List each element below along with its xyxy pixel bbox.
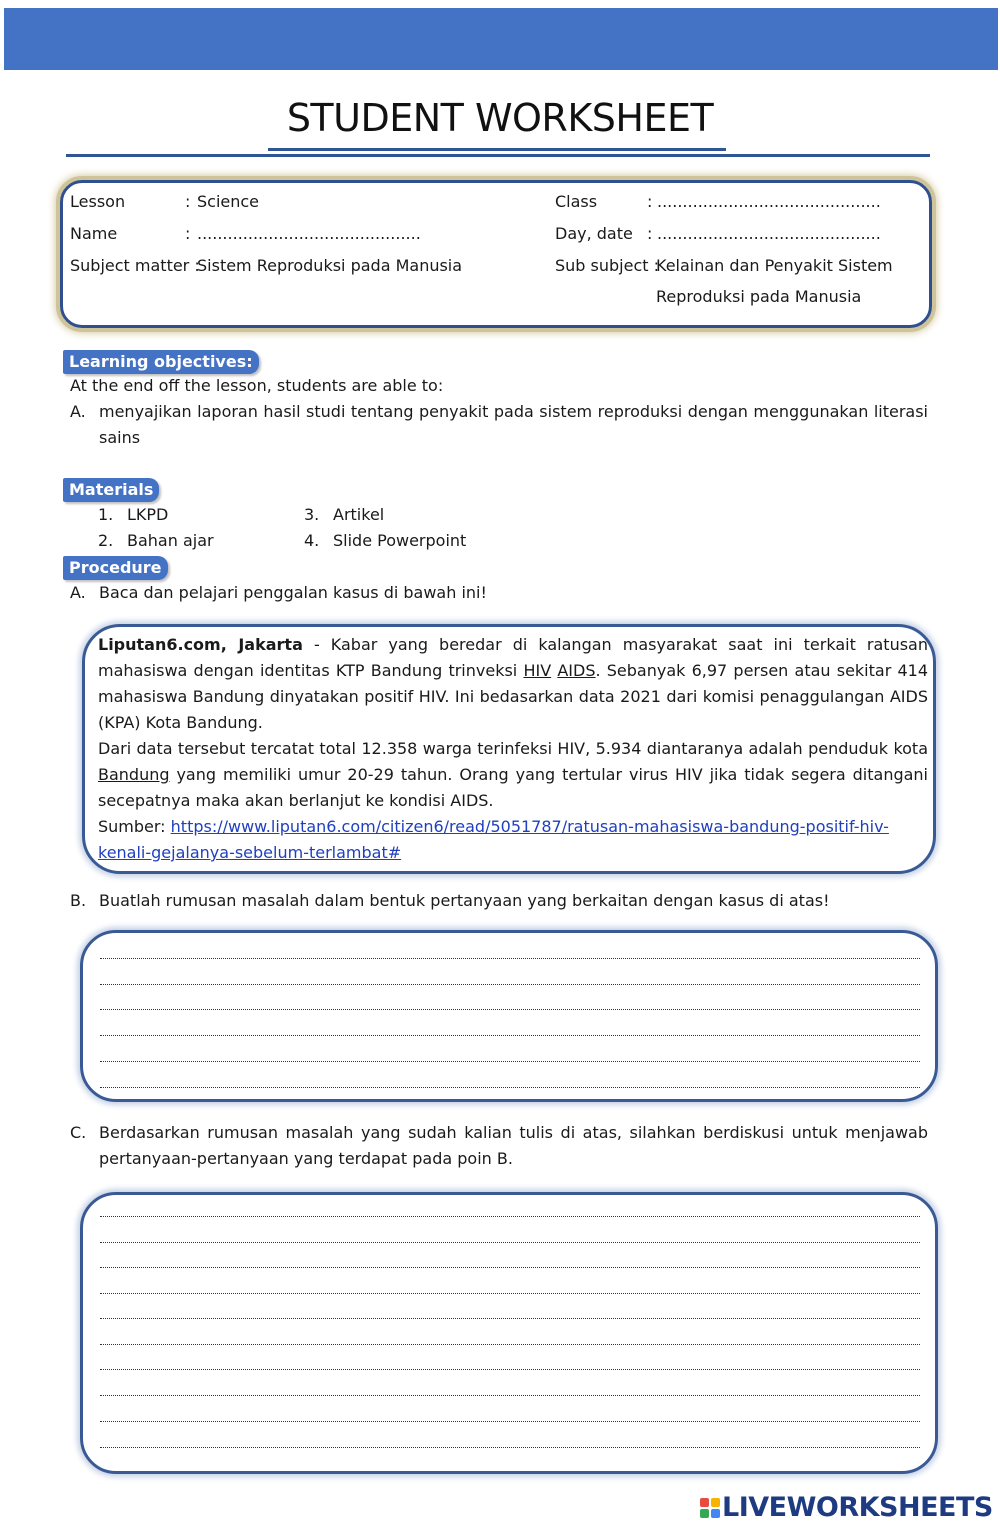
liveworksheets-logo <box>700 1492 993 1523</box>
material-num-2: 2. <box>98 531 114 550</box>
answer-line[interactable] <box>100 1447 920 1448</box>
case-text-2b: yang memiliki umur 20-29 tahun. Orang yang tertular virus HIV jika tidak segera ditangani secepatnya maka akan berlanjut ke kondisi AIDS. <box>98 765 928 810</box>
objectives-intro: At the end off the lesson, students are able to: <box>70 376 444 395</box>
case-source: Liputan6.com, Jakarta <box>98 635 303 654</box>
top-banner <box>4 8 998 70</box>
material-num-4: 4. <box>304 531 320 550</box>
answer-line[interactable] <box>100 984 920 985</box>
objective-text: menyajikan laporan hasil studi tentang penyakit pada sistem reproduksi dengan menggunakan literasi <box>99 402 928 421</box>
answer-line[interactable] <box>100 1216 920 1217</box>
answer-line[interactable] <box>100 1344 920 1345</box>
material-item-2: Bahan ajar <box>127 531 214 550</box>
brand-text: LIVEWORKSHEETS <box>722 1492 993 1523</box>
sub-subject-value-cont: Reproduksi pada Manusia <box>656 287 862 306</box>
objective-marker: A. <box>70 402 86 421</box>
answer-line[interactable] <box>100 1318 920 1319</box>
name-separator: : <box>185 224 191 243</box>
answer-line[interactable] <box>100 1293 920 1294</box>
answer-line[interactable] <box>100 1035 920 1036</box>
materials-heading: Materials <box>63 478 159 502</box>
procedure-a-marker: A. <box>70 583 86 602</box>
liveworksheets-icon <box>700 1498 720 1518</box>
case-text-2a: Dari data tersebut tercatat total 12.358 warga terinfeksi HIV, 5.934 diantaranya adalah penduduk kota <box>98 739 928 758</box>
case-text-1a: - Kabar yang beredar di kalangan masyarakat saat ini terkait ratusan mahasiswa dengan identitas KTP Bandung trinveksi <box>98 635 929 680</box>
procedure-c-marker: C. <box>70 1123 87 1142</box>
procedure-b-marker: B. <box>70 891 87 910</box>
class-separator: : <box>647 192 653 211</box>
source-link[interactable]: https://www.liputan6.com/citizen6/read/5051787/ratusan-mahasiswa-bandung-positif-hiv- <box>170 817 889 836</box>
lesson-value: Science <box>197 192 260 211</box>
sub-subject-label: Sub subject : <box>555 256 660 275</box>
day-date-separator: : <box>647 224 653 243</box>
answer-box-b[interactable] <box>80 930 938 1102</box>
subject-matter-label: Subject matter : <box>70 256 200 275</box>
answer-line[interactable] <box>100 1087 920 1088</box>
answer-line[interactable] <box>100 958 920 959</box>
case-hiv: HIV <box>523 661 552 680</box>
answer-line[interactable] <box>100 1061 920 1062</box>
material-num-1: 1. <box>98 505 114 524</box>
procedure-c-text-cont: pertanyaan-pertanyaan yang terdapat pada poin B. <box>99 1149 513 1168</box>
answer-line[interactable] <box>100 1369 920 1370</box>
title-underline <box>268 148 726 151</box>
name-field[interactable]: ............................................ <box>197 224 421 243</box>
name-label: Name <box>70 224 118 243</box>
class-label: Class <box>555 192 598 211</box>
case-article <box>98 632 928 866</box>
day-date-label: Day, date <box>555 224 633 243</box>
sub-subject-value: Kelainan dan Penyakit Sistem <box>656 256 893 275</box>
material-item-1: LKPD <box>127 505 169 524</box>
objective-text-cont: sains <box>99 428 141 447</box>
case-text-1b: . Sebanyak 6,97 persen atau sekitar 414 mahasiswa Bandung dinyatakan positif HIV. Ini bedasarkan data 2021 dari komisi penaggulangan AIDS (KPA) Kota Bandung. <box>98 661 929 732</box>
title-rule <box>66 154 930 157</box>
procedure-c-text: Berdasarkan rumusan masalah yang sudah kalian tulis di atas, silahkan berdiskusi untuk menjawab <box>99 1123 928 1142</box>
material-item-4: Slide Powerpoint <box>333 531 467 550</box>
answer-line[interactable] <box>100 1395 920 1396</box>
answer-line[interactable] <box>100 1267 920 1268</box>
case-aids: AIDS <box>557 661 596 680</box>
answer-box-c[interactable] <box>80 1192 938 1474</box>
procedure-a-text: Baca dan pelajari penggalan kasus di bawah ini! <box>99 583 487 602</box>
learning-objectives-heading: Learning objectives: <box>63 350 259 374</box>
answer-line[interactable] <box>100 1421 920 1422</box>
lesson-separator: : <box>185 192 191 211</box>
day-date-field[interactable]: ............................................ <box>657 224 881 243</box>
answer-line[interactable] <box>100 1242 920 1243</box>
material-item-3: Artikel <box>333 505 385 524</box>
source-link-cont[interactable]: kenali-gejalanya-sebelum-terlambat# <box>98 843 402 862</box>
subject-matter-value: Sistem Reproduksi pada Manusia <box>197 256 463 275</box>
material-num-3: 3. <box>304 505 320 524</box>
case-source-label: Sumber: <box>98 817 171 836</box>
answer-line[interactable] <box>100 1009 920 1010</box>
lesson-label: Lesson <box>70 192 126 211</box>
class-field[interactable]: ............................................ <box>657 192 881 211</box>
page-title: STUDENT WORKSHEET <box>286 96 714 140</box>
case-bandung: Bandung <box>98 765 170 784</box>
procedure-b-text: Buatlah rumusan masalah dalam bentuk pertanyaan yang berkaitan dengan kasus di atas! <box>99 891 830 910</box>
procedure-heading: Procedure <box>63 556 168 580</box>
